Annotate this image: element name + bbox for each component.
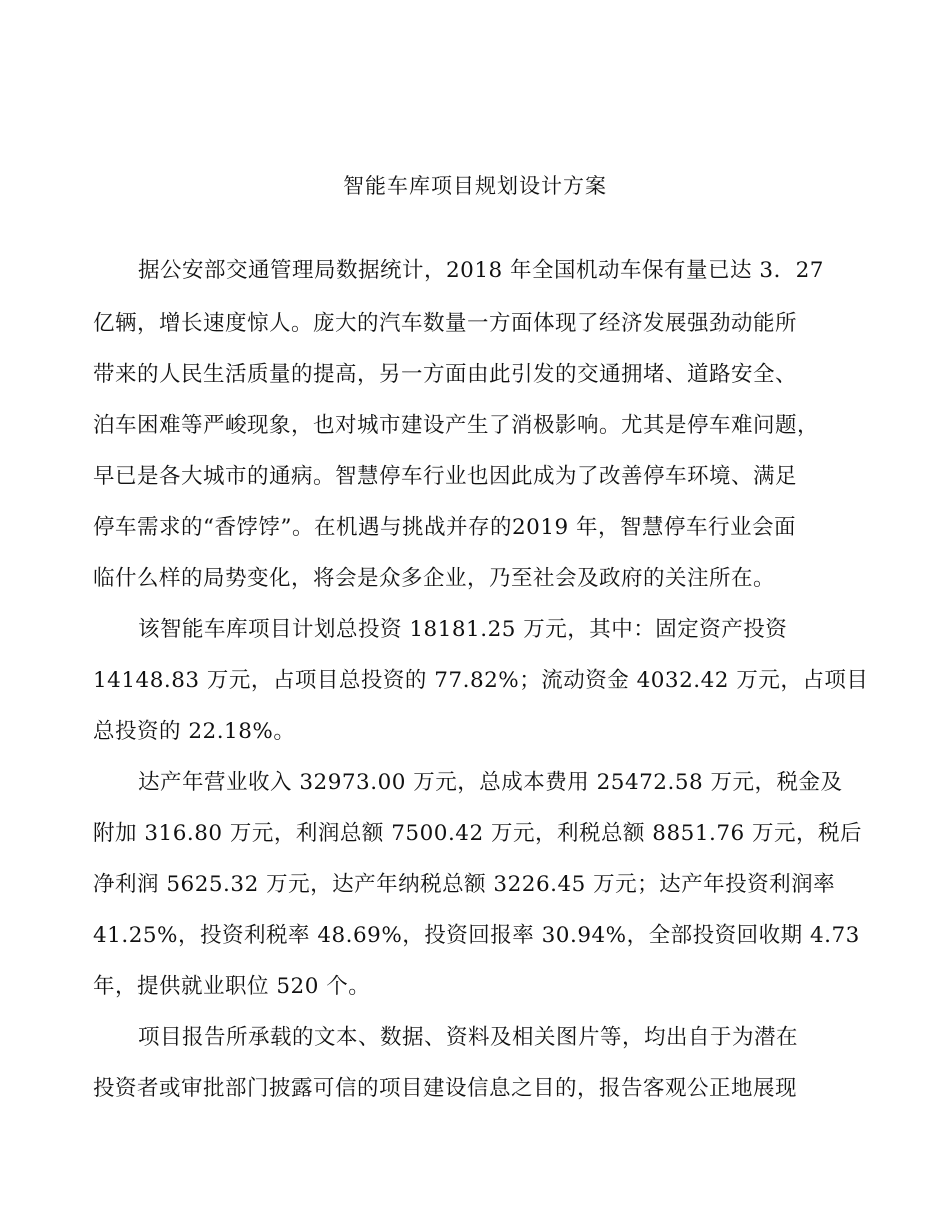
paragraph-3-line-5: 年，提供就业职位 520 个。 — [93, 974, 371, 999]
paragraph-1-line-4: 泊车困难等严峻现象，也对城市建设产生了消极影响。尤其是停车难问题， — [93, 413, 820, 438]
paragraph-1-line-2: 亿辆，增长速度惊人。庞大的汽车数量一方面体现了经济发展强劲动能所 — [93, 311, 798, 336]
paragraph-1-line-7: 临什么样的局势变化，将会是众多企业，乃至社会及政府的关注所在。 — [93, 566, 776, 591]
paragraph-4-line-2: 投资者或审批部门披露可信的项目建设信息之目的，报告客观公正地展现 — [93, 1076, 798, 1101]
document-title: 智能车库项目规划设计方案 — [343, 174, 607, 198]
paragraph-2-line-2: 14148.83 万元，占项目总投资的 77.82%；流动资金 4032.42 万元，占项目 — [93, 668, 869, 693]
paragraph-2-line-3: 总投资的 22.18%。 — [93, 719, 296, 744]
paragraph-4-line-1: 项目报告所承载的文本、数据、资料及相关图片等，均出自于为潜在 — [138, 1025, 799, 1050]
paragraph-1-line-5: 早已是各大城市的通病。智慧停车行业也因此成为了改善停车环境、满足 — [93, 464, 798, 489]
paragraph-3-line-3: 净利润 5625.32 万元，达产年纳税总额 3226.45 万元；达产年投资利润率 — [93, 872, 836, 897]
paragraph-3-line-4: 41.25%，投资利税率 48.69%，投资回报率 30.94%，全部投资回收期 4.73 — [93, 923, 860, 948]
paragraph-3-line-2: 附加 316.80 万元，利润总额 7500.42 万元，利税总额 8851.76 万元，税后 — [93, 821, 863, 846]
paragraph-1-line-1: 据公安部交通管理局数据统计，2018 年全国机动车保有量已达 3．27 — [138, 258, 824, 283]
paragraph-1-line-3: 带来的人民生活质量的提高，另一方面由此引发的交通拥堵、道路安全、 — [93, 362, 798, 387]
paragraph-3-line-1: 达产年营业收入 32973.00 万元，总成本费用 25472.58 万元，税金及 — [138, 770, 843, 795]
paragraph-1-line-6: 停车需求的“香饽饽”。在机遇与挑战并存的2019 年，智慧停车行业会面 — [93, 515, 797, 540]
paragraph-2-line-1: 该智能车库项目计划总投资 18181.25 万元，其中：固定资产投资 — [138, 617, 788, 642]
